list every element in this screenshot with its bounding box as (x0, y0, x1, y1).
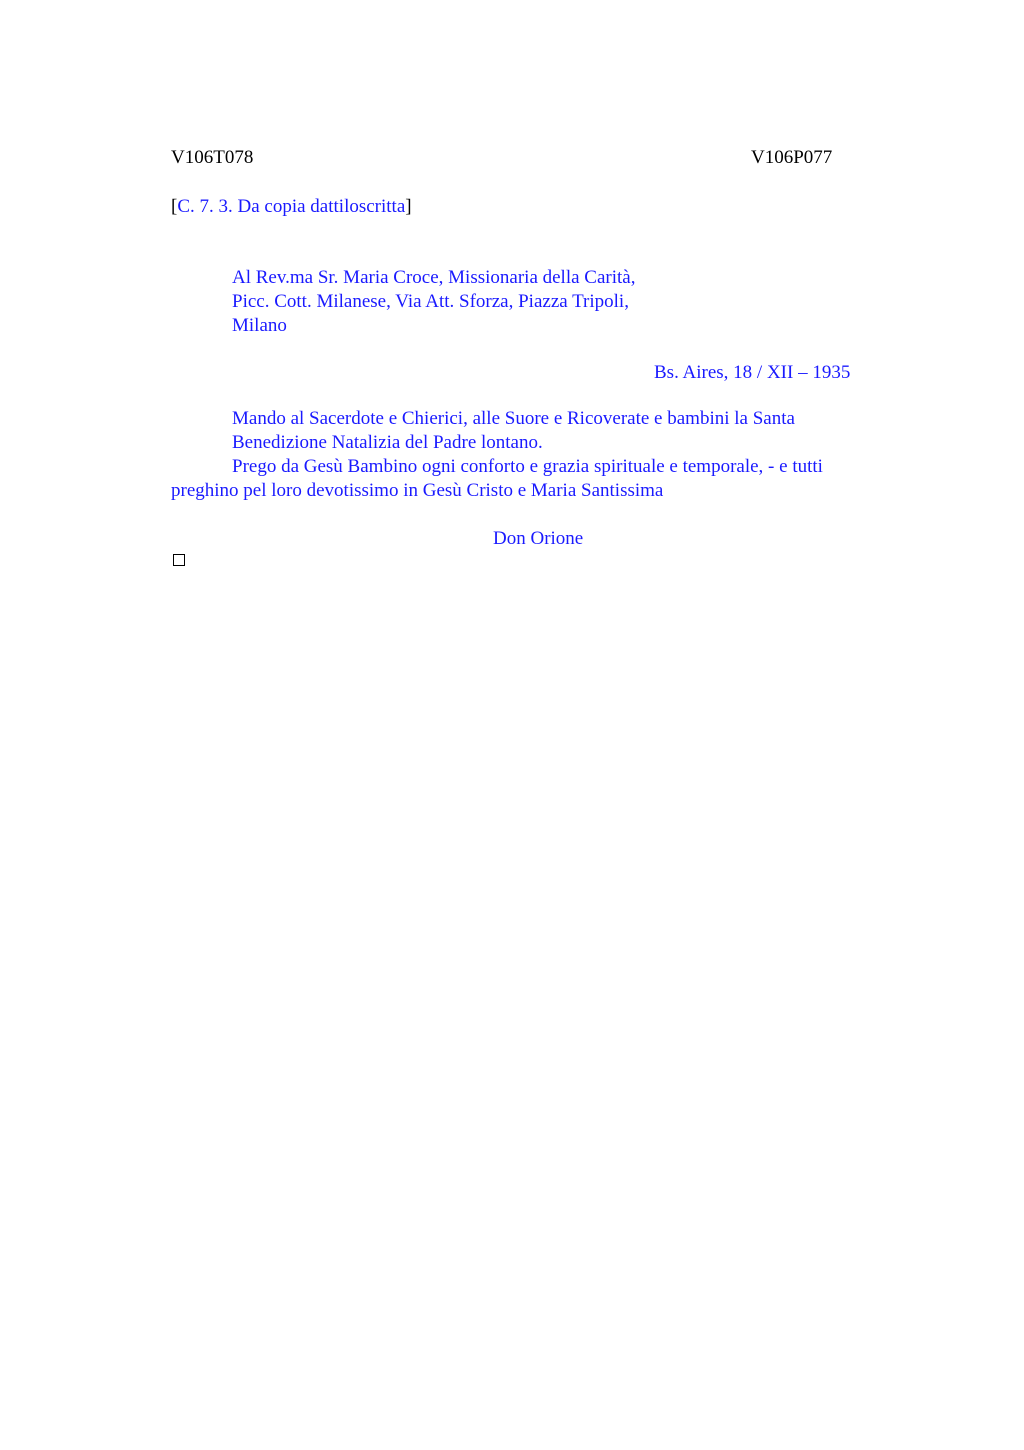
signature: Don Orione (493, 528, 584, 549)
source-note-open-bracket: [ (171, 196, 178, 217)
addressee-line: Al Rev.ma Sr. Maria Croce, Missionaria della Carità, (232, 267, 636, 288)
body-line: Benedizione Natalizia del Padre lontano. (232, 432, 543, 453)
addressee-line: Picc. Cott. Milanese, Via Att. Sforza, Piazza Tripoli, (232, 291, 629, 312)
date-line: Bs. Aires, 18 / XII – 1935 (654, 362, 851, 383)
end-marker-box-icon (173, 554, 185, 566)
source-note-text: C. 7. 3. Da copia dattiloscritta (177, 196, 406, 217)
body-line: Prego da Gesù Bambino ogni conforto e grazia spirituale e temporale, - e tutti (232, 456, 823, 477)
letter-body (171, 407, 891, 503)
source-note-close-bracket: ] (405, 196, 412, 217)
volume-code-left: V106T078 (171, 147, 254, 168)
volume-code-right: V106P077 (751, 147, 833, 168)
body-line: Mando al Sacerdote e Chierici, alle Suore e Ricoverate e bambini la Santa (232, 408, 795, 429)
source-note (171, 195, 412, 219)
addressee-block (232, 266, 635, 338)
addressee-line: Milano (232, 315, 287, 336)
body-line: preghino pel loro devotissimo in Gesù Cristo e Maria Santissima (171, 480, 664, 501)
